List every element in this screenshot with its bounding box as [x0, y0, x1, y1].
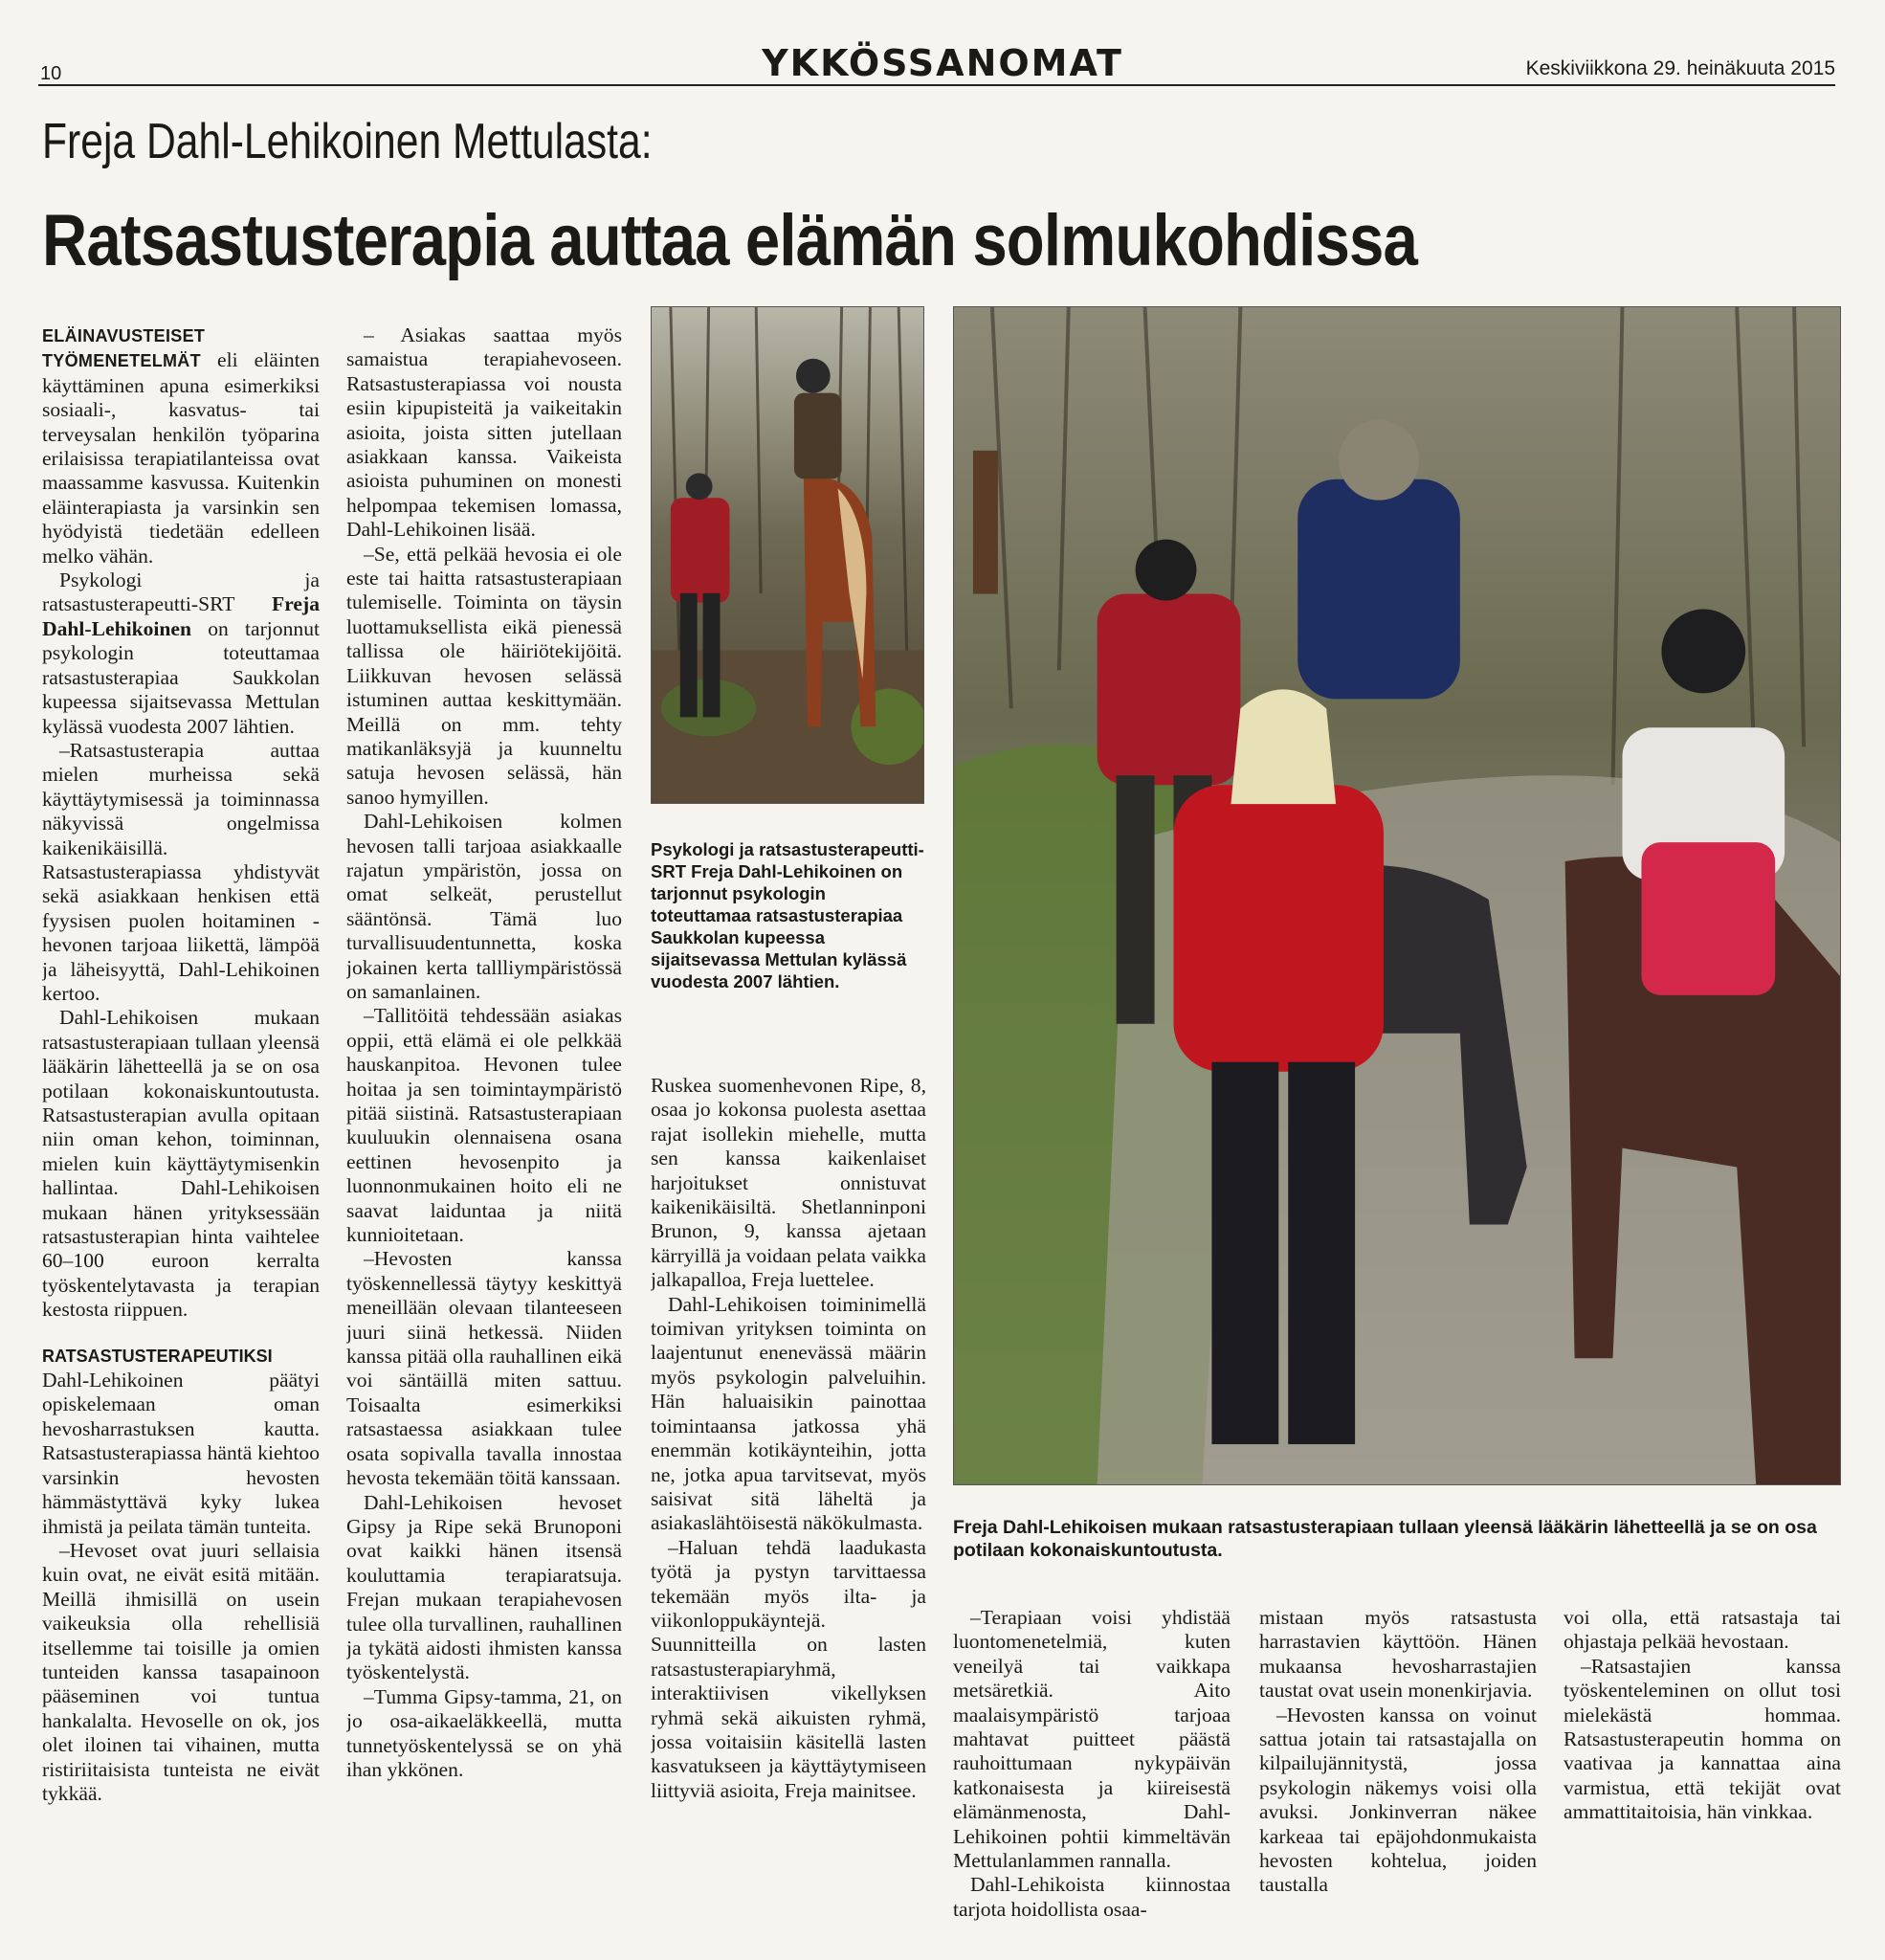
paragraph: Dahl-Lehikoisen mukaan ratsastusterapiaan tullaan yleensä lääkärin lähetteellä ja se on osa potilaan kokonaiskuntoutusta. Ratsastusterapian avulla opitaan niin oman kehon, toiminnan, mielen kuin käyttäytymisenkin hallintaa. Dahl-Lehikoisen mukaan hänen yrityksessään ratsastusterapian hinta vaihtelee 60–100 euroon kerralta työskentelytavasta ja terapian kestosta riippuen.: [42, 1006, 320, 1322]
paragraph-text: on tarjonnut psykologin toteuttamaa ratsastusterapiaa Saukkolan kupeessa sijaitsevassa Mettulan kylässä vuodesta 2007 lähtien.: [42, 616, 320, 738]
paragraph: –Ratsastusterapia auttaa mielen murheissa sekä käyttäytymisessä ja toiminnassa näkyvissä ongelmissa kaikenikäisillä. Ratsastusterapiassa yhdistyvät sekä asiakkaan henkisen että fyysisen puolen hoitaminen - hevonen tarjoaa liikettä, lämpöä ja läheisyyttä, Dahl-Lehikoinen kertoo.: [42, 738, 320, 1005]
paragraph: –Hevosten kanssa on voinut sattua jotain tai ratsastajalla on kilpailujännitystä, jossa psykologin näkemys voisi olla avuksi. Jonkinverran näkee karkeaa tai epäjohdonmukaista hevosten kohtelua, joiden taustalla: [1259, 1703, 1537, 1897]
article-column-6: [1563, 1606, 1841, 1931]
article-kicker: Freja Dahl-Lehikoinen Mettulasta:: [42, 114, 653, 169]
article-column-5: [1259, 1606, 1537, 1931]
article-column-1: [42, 323, 320, 1941]
paragraph: Dahl-Lehikoista kiinnostaa tarjota hoidollista osaa-: [953, 1873, 1231, 1921]
paragraph: mistaan myös ratsastusta harrastavien käyttöön. Hänen mukaansa hevosharrastajien taustat ovat usein monenkirjavia.: [1259, 1606, 1537, 1703]
page-number: 10: [40, 63, 62, 84]
masthead-rule: [38, 84, 1835, 86]
subheading: RATSASTUSTERAPEUTIKSI: [42, 1346, 273, 1366]
large-photo-caption: Freja Dahl-Lehikoisen mukaan ratsastusterapiaan tullaan yleensä lääkärin lähetteellä ja se on osa potilaan kokonaiskuntoutusta.: [953, 1517, 1817, 1561]
paragraph: –Terapiaan voisi yhdistää luontomenetelmiä, kuten veneilyä tai vaikkapa metsäretkiä. Aito maalaisympäristö tarjoaa mahtavat puitteet päästä rauhoittumaan nykypäivän katkonaisesta ja kiireisestä elämänmenosta, Dahl-Lehikoinen pohtii kimmeltävän Mettulanlammen rannalla.: [953, 1606, 1231, 1873]
article-column-4: [953, 1606, 1231, 1931]
paragraph: –Se, että pelkää hevosia ei ole este tai haitta ratsastusterapiaan tulemiselle. Toiminta on täysin luottamuksellista eikä pienessä tallissa ole häiriötekijöitä. Liikkuvan hevosen selässä istuminen auttaa keskittymään. Meillä on mm. tehty matikanläksyjä ja kuunneltu satuja hevosen selässä, hän sanoo hymyillen.: [346, 542, 622, 809]
paragraph: Dahl-Lehikoisen kolmen hevosen talli tarjoaa asiakkaalle rajatun ympäristön, jossa on omat selkeät, perustellut sääntönsä. Tämä luo turvallisuudentunnetta, koska jokainen kerta tallliympäristössä on samanlainen.: [346, 810, 622, 1003]
small-photo-caption: Psykologi ja ratsastusterapeutti-SRT Freja Dahl-Lehikoinen on tarjonnut psykologin toteuttamaa ratsastusterapiaa Saukkolan kupeessa sijaitsevassa Mettulan kylässä vuodesta 2007 lähtien.: [651, 839, 924, 991]
paragraph: [42, 1344, 320, 1539]
paragraph: –Hevoset ovat juuri sellaisia kuin ovat, ne eivät esitä mitään. Meillä ihmisillä on usein vaikeuksia olla rehellisiä itsellemme tai toisille ja omien tunteiden kanssa tasapainoon pääseminen voi tuntua hankalalta. Hevoselle on ok, jos olet iloinen tai vihainen, mutta ristiriitaisista tunteista ne eivät tykkää.: [42, 1538, 320, 1805]
paragraph: Dahl-Lehikoisen hevoset Gipsy ja Ripe sekä Brunoponi ovat kaikki hänen itsensä kouluttamia terapiaratsuja. Frejan mukaan terapiahevosen tulee olla turvallinen, rauhallinen ja tykätä aidosti ihmisten kanssa työskentelystä.: [346, 1490, 622, 1684]
paragraph: –Hevosten kanssa työskennellessä täytyy keskittyä meneillään olevaan tilanteeseen juuri siinä hetkessä. Niiden kanssa pitää olla rauhallinen eikä voi säntäillä miten sattuu. Toisaalta esimerkiksi ratsastaessa asiakkaan tulee osata sopivalla tavalla innostaa hevosta tekemään töitä kanssaan.: [346, 1247, 622, 1490]
paragraph: [42, 323, 320, 568]
paragraph: –Ratsastajien kanssa työskenteleminen on ollut tosi mielekästä hommaa. Ratsastusterapeutin homma on vaativaa ja kannattaa aina varmistua, että tekijät ovat ammattitaitoisia, hän vinkkaa.: [1563, 1654, 1841, 1824]
paragraph-text: Psykologi ja ratsastusterapeutti-SRT: [42, 568, 320, 616]
paragraph: [42, 568, 320, 739]
paragraph: –Haluan tehdä laadukasta työtä ja pystyn tarvittaessa tekemään myös ilta- ja viikonloppukäyntejä. Suunnitteilla on lasten ratsastusterapiaryhmä, interaktiivisen vikellyksen ryhmä sekä aikuisten ryhmä, jossa voitaisiin käsitellä lasten kasvatukseen ja käyttäytymiseen liittyviä asioita, Freja mainitsee.: [651, 1535, 926, 1802]
article-column-3: [651, 1074, 926, 1941]
paragraph: –Tallitöitä tehdessään asiakas oppii, että elämä ei ole pelkkää hauskanpitoa. Hevonen tulee hoitaa ja sen toimintaympäristö pitää siistinä. Ratsastusterapiaan kuuluukin olennaisena osana eettinen hevosenpito ja luonnonmukainen hoito eli ne saavat laiduntaa ja niitä kunnioitetaan.: [346, 1004, 622, 1247]
paragraph-text: Dahl-Lehikoinen päätyi opiskelemaan oman hevosharrastuksen kautta. Ratsastusterapiassa häntä kiehtoo varsinkin hevosten hämmästyttävä kyky lukea ihmistä ja peilata tämän tunteita.: [42, 1369, 320, 1538]
large-photo: [953, 306, 1841, 1485]
issue-date: Keskiviikkona 29. heinäkuuta 2015: [1525, 57, 1835, 79]
article-headline: Ratsastusterapia auttaa elämän solmukohdissa: [42, 200, 1417, 281]
newspaper-name: YKKÖSSANOMAT: [762, 42, 1123, 84]
person-name: Freja Dahl-Lehikoinen: [42, 592, 320, 640]
paragraph-text: eli eläinten käyttäminen apuna esimerkiksi sosiaali-, kasvatus- tai terveysalan henkilön työparina erilaisissa terapiatilanteissa ovat maassamme kasvussa. Kuitenkin eläinterapiasta ja varsinkin sen hyödyistä tiedetään edelleen melko vähän.: [42, 348, 320, 568]
small-photo: [651, 306, 924, 804]
paragraph: voi olla, että ratsastaja tai ohjastaja pelkää hevostaan.: [1563, 1606, 1841, 1654]
paragraph: –Tumma Gipsy-tamma, 21, on jo osa-aikaeläkkeellä, mutta tunnetyöskentelyssä se on yhä ihan ykkönen.: [346, 1684, 622, 1781]
lead-in: ELÄINAVUSTEISET TYÖMENETELMÄT: [42, 326, 206, 371]
paragraph: Ruskea suomenhevonen Ripe, 8, osaa jo kokonsa puolesta asettaa rajat isollekin miehelle, mutta sen kanssa kaikenlaiset harjoitukset onnistuvat kaikenikäisiltä. Shetlanninponi Brunon, 9, kanssa ajetaan kärryillä ja voidaan pelata vaikka jalkapalloa, Freja luettelee.: [651, 1074, 926, 1292]
paragraph: Dahl-Lehikoisen toiminimellä toimivan yrityksen toiminta on laajentunut enenevässä määrin myös psykologin palveluihin. Hän haluaisikin painottaa toimintaansa jatkossa yhä enemmän kotikäynteihin, jotta ne, jotka apua tarvitsevat, myös saisivat sitä läheltä ja asiakaslähtöisestä näkökulmasta.: [651, 1292, 926, 1535]
article-column-2: [346, 323, 622, 1941]
paragraph: – Asiakas saattaa myös samaistua terapiahevoseen. Ratsastusterapiassa voi nousta esiin kipupisteitä ja vaikeitakin asioita, joista sitten jutellaan asiakkaan kanssa. Vaikeista asioista puhuminen on monesti helpompaa tekemisen lomassa, Dahl-Lehikoinen lisää.: [346, 323, 622, 542]
